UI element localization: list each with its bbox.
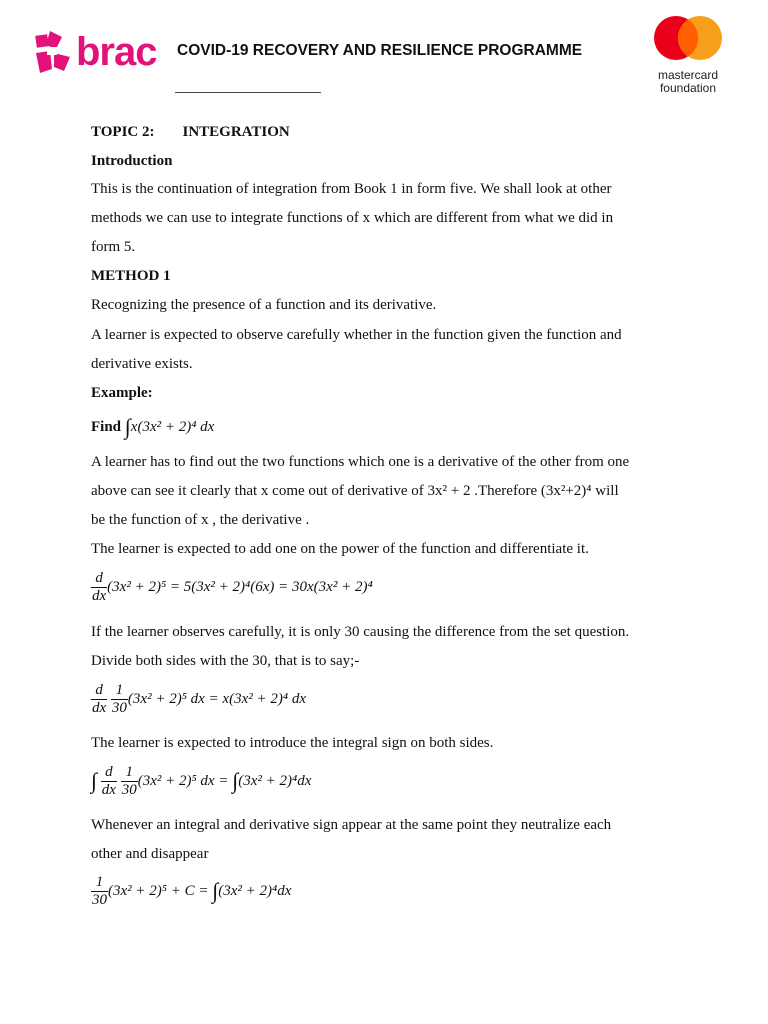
page-header [0, 0, 768, 100]
para6-line-2: other and disappear [91, 846, 209, 862]
method-line-3: derivative exists. [91, 356, 193, 372]
integral-sign: ∫ [232, 767, 239, 793]
equation-2: $\frac{d}{dx}$ $\frac{1}{30}$ (3x² + 2)⁵ dx = x(3x² + 2)⁴ dx [92, 682, 306, 716]
topic-heading: TOPIC 2: INTEGRATION [91, 124, 290, 140]
brac-wordmark: brac [76, 30, 157, 74]
intro-line-3: form 5. [91, 239, 136, 255]
integral-sign: ∫ [212, 877, 219, 903]
mastercard-foundation-text: mastercard foundation [657, 68, 719, 95]
para1-line-3: be the function of x , the derivative . [91, 512, 310, 528]
mastercard-circles-icon [650, 14, 726, 62]
example-heading: Example: [91, 385, 153, 401]
para6-line-1: Whenever an integral and derivative sign appear at the same point they neutralize each [91, 817, 612, 833]
integral-sign: ∫ [124, 414, 131, 439]
header-rule [175, 92, 321, 93]
one-thirtieth-fraction: $\frac{1}{30}$ [111, 682, 127, 716]
programme-title: COVID-19 RECOVERY AND RESILIENCE PROGRAMME [177, 42, 583, 59]
equation-3: ∫ $\frac{d}{dx}$ $\frac{1}{30}$ (3x² + 2)⁵ dx = ∫(3x² + 2)⁴dx [91, 764, 312, 798]
intro-line-2: methods we can use to integrate functions of x which are different from what we did in [91, 210, 614, 226]
para1-line-2: above can see it clearly that x come out of derivative of 3x² + 2 .Therefore (3x²+2)⁴ will [91, 483, 619, 499]
para2: The learner is expected to add one on the power of the function and differentiate it. [91, 541, 589, 557]
equation-1: $\frac{d}{dx}$ (3x² + 2)⁵ = 5(3x² + 2)⁴(6x) = 30x(3x² + 2)⁴ [92, 570, 373, 604]
para3: If the learner observes carefully, it is only 30 causing the difference from the set question. [91, 624, 630, 640]
find-expression: Find ∫x(3x² + 2)⁴ dx [91, 414, 215, 439]
derivative-fraction: $\frac{d}{dx}$ [101, 764, 116, 798]
mastercard-foundation-logo [646, 14, 730, 95]
intro-heading: Introduction [91, 153, 173, 169]
integral-sign: ∫ [91, 767, 98, 793]
one-thirtieth-fraction: $\frac{1}{30}$ [92, 874, 107, 908]
para1-line-1: A learner has to find out the two functions which one is a derivative of the other from one [91, 454, 630, 470]
para4: Divide both sides with the 30, that is to say;- [91, 653, 360, 669]
equation-4: $\frac{1}{30}$ (3x² + 2)⁵ + C = ∫(3x² + 2)⁴dx [92, 874, 292, 908]
method-heading: METHOD 1 [91, 268, 171, 284]
method-line-1: Recognizing the presence of a function and its derivative. [91, 297, 437, 313]
brac-mark-icon [32, 29, 74, 75]
derivative-fraction: $\frac{d}{dx}$ [92, 682, 107, 716]
method-line-2: A learner is expected to observe carefully whether in the function given the function and [91, 327, 622, 343]
para5: The learner is expected to introduce the integral sign on both sides. [91, 735, 494, 751]
brac-logo [32, 28, 157, 76]
intro-line-1: This is the continuation of integration from Book 1 in form five. We shall look at other [91, 181, 612, 197]
derivative-fraction: $\frac{d}{dx}$ [92, 570, 107, 604]
one-thirtieth-fraction: $\frac{1}{30}$ [121, 764, 137, 798]
